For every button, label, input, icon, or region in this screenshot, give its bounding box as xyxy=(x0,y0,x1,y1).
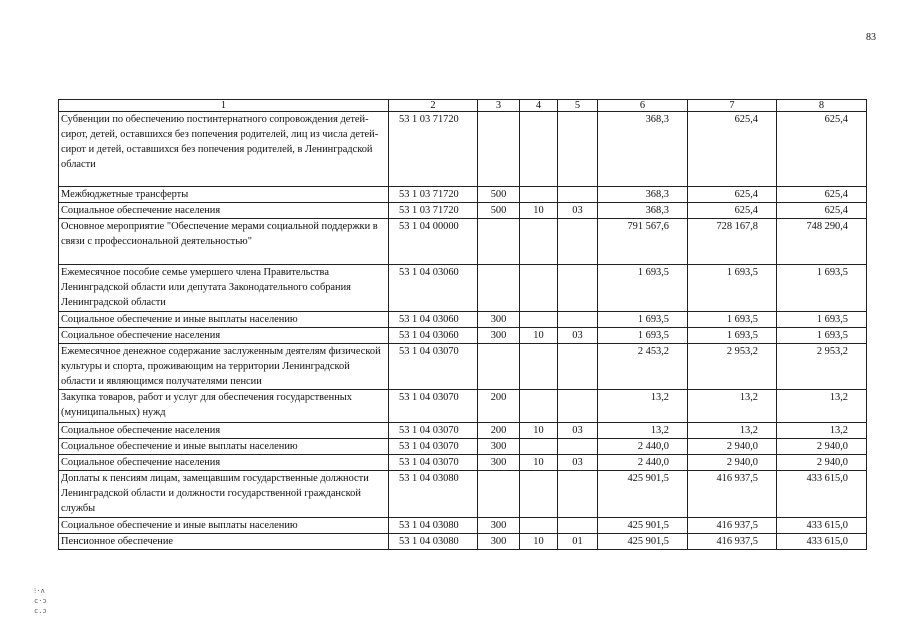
row-section-cell xyxy=(520,112,558,187)
row-amount-year2-cell: 13,2 xyxy=(688,423,777,439)
table-header-row xyxy=(59,100,867,112)
row-amount-year1-cell: 2 440,0 xyxy=(598,439,688,455)
row-amount-year2-cell: 625,4 xyxy=(688,187,777,203)
row-amount-year1-cell: 368,3 xyxy=(598,112,688,187)
row-subsection-cell: 03 xyxy=(558,455,598,471)
row-amount-year3-cell: 625,4 xyxy=(777,112,867,187)
row-amount-year2-cell: 625,4 xyxy=(688,112,777,187)
row-amount-year2-cell: 1 693,5 xyxy=(688,328,777,344)
row-amount-year3-cell: 433 615,0 xyxy=(777,518,867,534)
row-amount-year2-cell: 416 937,5 xyxy=(688,471,777,518)
row-type-cell: 200 xyxy=(478,390,520,423)
row-type-cell: 300 xyxy=(478,534,520,550)
row-subsection-cell xyxy=(558,390,598,423)
row-amount-year3-cell: 2 953,2 xyxy=(777,344,867,390)
row-type-cell xyxy=(478,265,520,312)
row-amount-year3-cell: 1 693,5 xyxy=(777,328,867,344)
row-name-cell: Доплаты к пенсиям лицам, замещавшим государственные должности Ленинградской области и должности государственной гражданской службы xyxy=(59,471,389,518)
row-amount-year2-cell: 1 693,5 xyxy=(688,265,777,312)
row-subsection-cell xyxy=(558,219,598,265)
row-subsection-cell: 03 xyxy=(558,203,598,219)
row-amount-year3-cell: 13,2 xyxy=(777,423,867,439)
row-code-cell: 53 1 04 03080 xyxy=(389,518,478,534)
table-row xyxy=(59,534,867,550)
header-cell: 2 xyxy=(389,100,478,112)
row-amount-year2-cell: 2 940,0 xyxy=(688,455,777,471)
table-row xyxy=(59,471,867,518)
table-row xyxy=(59,312,867,328)
row-subsection-cell xyxy=(558,439,598,455)
row-code-cell: 53 1 04 03070 xyxy=(389,390,478,423)
row-amount-year2-cell: 2 953,2 xyxy=(688,344,777,390)
row-amount-year1-cell: 425 901,5 xyxy=(598,471,688,518)
header-cell: 6 xyxy=(598,100,688,112)
row-amount-year1-cell: 1 693,5 xyxy=(598,265,688,312)
header-cell: 7 xyxy=(688,100,777,112)
row-amount-year3-cell: 1 693,5 xyxy=(777,265,867,312)
row-code-cell: 53 1 04 03070 xyxy=(389,455,478,471)
row-amount-year3-cell: 625,4 xyxy=(777,203,867,219)
row-amount-year1-cell: 368,3 xyxy=(598,187,688,203)
row-code-cell: 53 1 04 03070 xyxy=(389,344,478,390)
header-cell: 4 xyxy=(520,100,558,112)
row-amount-year1-cell: 2 440,0 xyxy=(598,455,688,471)
row-subsection-cell: 01 xyxy=(558,534,598,550)
row-amount-year3-cell: 433 615,0 xyxy=(777,534,867,550)
row-subsection-cell xyxy=(558,312,598,328)
row-subsection-cell xyxy=(558,265,598,312)
header-cell: 5 xyxy=(558,100,598,112)
row-amount-year2-cell: 2 940,0 xyxy=(688,439,777,455)
row-name-cell: Ежемесячное пособие семье умершего члена Правительства Ленинградской области или депутата Законодательного собрания Ленинградской области xyxy=(59,265,389,312)
row-subsection-cell xyxy=(558,471,598,518)
row-amount-year2-cell: 416 937,5 xyxy=(688,518,777,534)
row-name-cell: Социальное обеспечение населения xyxy=(59,328,389,344)
table-row xyxy=(59,423,867,439)
row-type-cell: 300 xyxy=(478,312,520,328)
row-code-cell: 53 1 04 03070 xyxy=(389,423,478,439)
row-subsection-cell xyxy=(558,518,598,534)
row-code-cell: 53 1 04 03060 xyxy=(389,312,478,328)
table-row xyxy=(59,439,867,455)
row-amount-year3-cell: 625,4 xyxy=(777,187,867,203)
row-code-cell: 53 1 03 71720 xyxy=(389,112,478,187)
row-section-cell xyxy=(520,390,558,423)
budget-table xyxy=(58,99,867,550)
row-amount-year2-cell: 13,2 xyxy=(688,390,777,423)
row-type-cell: 300 xyxy=(478,518,520,534)
row-amount-year3-cell: 13,2 xyxy=(777,390,867,423)
row-subsection-cell: 03 xyxy=(558,328,598,344)
row-section-cell xyxy=(520,312,558,328)
table-row xyxy=(59,390,867,423)
page-number: 83 xyxy=(866,32,876,43)
row-name-cell: Закупка товаров, работ и услуг для обеспечения государственных (муниципальных) нужд xyxy=(59,390,389,423)
row-type-cell xyxy=(478,471,520,518)
header-cell: 1 xyxy=(59,100,389,112)
row-section-cell xyxy=(520,518,558,534)
row-code-cell: 53 1 04 00000 xyxy=(389,219,478,265)
margin-scan-marks: ⁝·ʌ c·ɔ c.ɔ xyxy=(34,587,47,615)
row-subsection-cell xyxy=(558,187,598,203)
row-section-cell xyxy=(520,471,558,518)
table-row xyxy=(59,455,867,471)
row-type-cell: 500 xyxy=(478,187,520,203)
table-row xyxy=(59,219,867,265)
row-name-cell: Межбюджетные трансферты xyxy=(59,187,389,203)
table-row xyxy=(59,344,867,390)
row-code-cell: 53 1 04 03060 xyxy=(389,265,478,312)
row-section-cell xyxy=(520,439,558,455)
row-amount-year2-cell: 1 693,5 xyxy=(688,312,777,328)
row-name-cell: Социальное обеспечение населения xyxy=(59,203,389,219)
row-name-cell: Социальное обеспечение населения xyxy=(59,423,389,439)
table-row xyxy=(59,112,867,187)
header-cell: 3 xyxy=(478,100,520,112)
row-type-cell: 200 xyxy=(478,423,520,439)
row-amount-year1-cell: 368,3 xyxy=(598,203,688,219)
row-amount-year2-cell: 625,4 xyxy=(688,203,777,219)
row-subsection-cell: 03 xyxy=(558,423,598,439)
row-code-cell: 53 1 03 71720 xyxy=(389,203,478,219)
row-name-cell: Социальное обеспечение и иные выплаты населению xyxy=(59,518,389,534)
row-name-cell: Социальное обеспечение населения xyxy=(59,455,389,471)
row-type-cell xyxy=(478,112,520,187)
row-amount-year3-cell: 433 615,0 xyxy=(777,471,867,518)
row-type-cell xyxy=(478,344,520,390)
row-amount-year1-cell: 1 693,5 xyxy=(598,328,688,344)
row-amount-year3-cell: 1 693,5 xyxy=(777,312,867,328)
row-type-cell xyxy=(478,219,520,265)
table-row xyxy=(59,187,867,203)
row-code-cell: 53 1 04 03070 xyxy=(389,439,478,455)
row-amount-year1-cell: 425 901,5 xyxy=(598,534,688,550)
row-section-cell xyxy=(520,265,558,312)
row-subsection-cell xyxy=(558,344,598,390)
row-code-cell: 53 1 04 03080 xyxy=(389,534,478,550)
table-row xyxy=(59,203,867,219)
row-section-cell: 10 xyxy=(520,328,558,344)
row-amount-year2-cell: 728 167,8 xyxy=(688,219,777,265)
row-amount-year2-cell: 416 937,5 xyxy=(688,534,777,550)
table-row xyxy=(59,518,867,534)
row-section-cell xyxy=(520,344,558,390)
row-name-cell: Субвенции по обеспечению постинтернатного сопровождения детей-сирот, детей, оставшихся без попечения родителей, лиц из числа детей-сирот и детей, оставшихся без попечения родителей, в Ленинградской области xyxy=(59,112,389,187)
row-name-cell: Основное мероприятие "Обеспечение мерами социальной поддержки в связи с профессиональной деятельностью" xyxy=(59,219,389,265)
row-section-cell xyxy=(520,219,558,265)
row-type-cell: 300 xyxy=(478,455,520,471)
row-section-cell: 10 xyxy=(520,203,558,219)
row-amount-year3-cell: 748 290,4 xyxy=(777,219,867,265)
row-section-cell: 10 xyxy=(520,455,558,471)
table-row xyxy=(59,328,867,344)
row-amount-year1-cell: 13,2 xyxy=(598,390,688,423)
row-amount-year3-cell: 2 940,0 xyxy=(777,455,867,471)
row-name-cell: Социальное обеспечение и иные выплаты населению xyxy=(59,439,389,455)
row-type-cell: 500 xyxy=(478,203,520,219)
row-code-cell: 53 1 04 03060 xyxy=(389,328,478,344)
row-name-cell: Социальное обеспечение и иные выплаты населению xyxy=(59,312,389,328)
row-code-cell: 53 1 03 71720 xyxy=(389,187,478,203)
row-amount-year1-cell: 2 453,2 xyxy=(598,344,688,390)
row-name-cell: Ежемесячное денежное содержание заслуженным деятелям физической культуры и спорта, проживающим на территории Ленинградской области и являющимся получателями пенсии xyxy=(59,344,389,390)
row-subsection-cell xyxy=(558,112,598,187)
table-body xyxy=(59,112,867,550)
row-section-cell: 10 xyxy=(520,534,558,550)
header-cell: 8 xyxy=(777,100,867,112)
row-type-cell: 300 xyxy=(478,439,520,455)
row-amount-year3-cell: 2 940,0 xyxy=(777,439,867,455)
row-type-cell: 300 xyxy=(478,328,520,344)
row-amount-year1-cell: 13,2 xyxy=(598,423,688,439)
row-amount-year1-cell: 1 693,5 xyxy=(598,312,688,328)
row-section-cell xyxy=(520,187,558,203)
row-name-cell: Пенсионное обеспечение xyxy=(59,534,389,550)
row-amount-year1-cell: 425 901,5 xyxy=(598,518,688,534)
row-code-cell: 53 1 04 03080 xyxy=(389,471,478,518)
row-section-cell: 10 xyxy=(520,423,558,439)
table-row xyxy=(59,265,867,312)
row-amount-year1-cell: 791 567,6 xyxy=(598,219,688,265)
